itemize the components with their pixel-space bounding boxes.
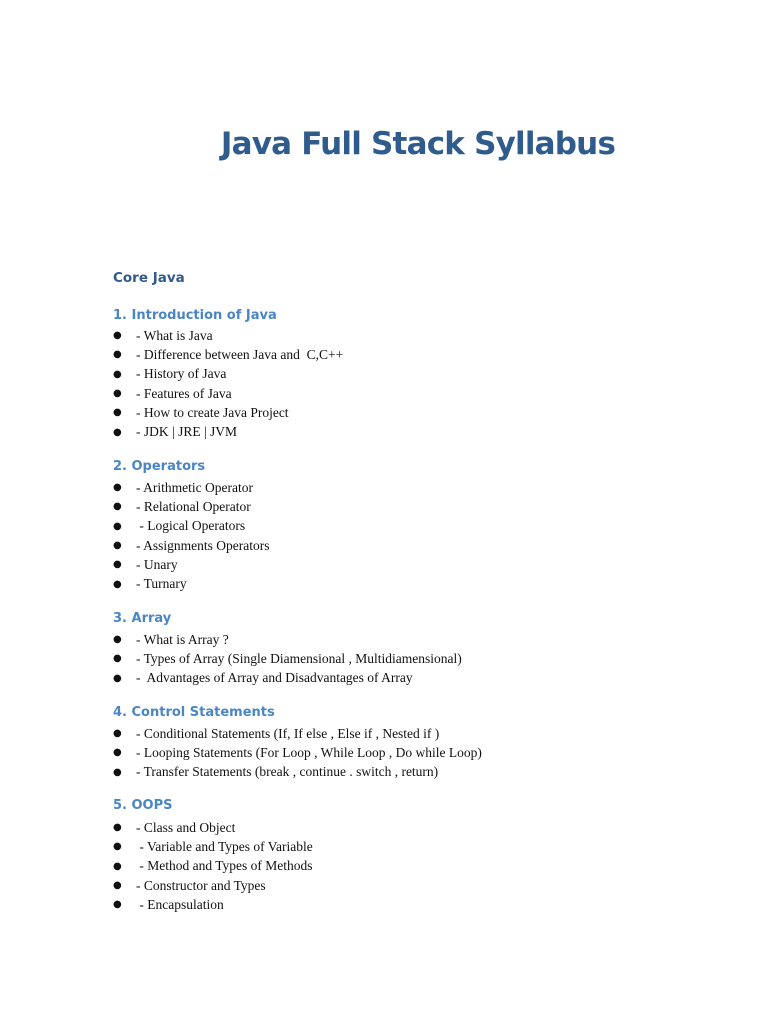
list-item	[113, 345, 343, 364]
bullet-icon: ●	[113, 860, 122, 872]
bullet-icon: ●	[113, 578, 122, 590]
bullet-icon: ●	[113, 728, 122, 740]
list-item	[113, 574, 269, 593]
list-item-text: - Conditional Statements (If, If else , Else if , Nested if )	[136, 725, 440, 741]
list-item-text: - How to create Java Project	[136, 404, 289, 420]
list-item	[113, 743, 482, 762]
list-item-text: - Difference between Java and C,C++	[136, 346, 344, 362]
list-item-text: - What is Java	[136, 327, 213, 343]
bullet-icon: ●	[113, 653, 122, 665]
list-item	[113, 876, 313, 895]
bullet-icon: ●	[113, 330, 122, 342]
list-item-text: - Arithmetic Operator	[136, 479, 253, 495]
section-heading-core-java: Core Java	[113, 270, 185, 286]
bullet-icon: ●	[113, 841, 122, 853]
list-item	[113, 326, 343, 345]
list-item	[113, 630, 462, 649]
bullet-icon: ●	[113, 747, 122, 759]
bullet-icon: ●	[113, 766, 122, 778]
list-item	[113, 384, 343, 403]
topic-list-array	[113, 630, 462, 688]
list-item-text: - Logical Operators	[136, 518, 246, 534]
list-item-text: - What is Array ?	[136, 631, 229, 647]
topic-heading-introduction: 1. Introduction of Java	[113, 308, 277, 323]
list-item-text: - Unary	[136, 556, 178, 572]
list-item-text: - Encapsulation	[136, 896, 224, 912]
list-item-text: - Transfer Statements (break , continue . switch , return)	[136, 764, 439, 780]
bullet-icon: ●	[113, 501, 122, 513]
list-item	[113, 422, 343, 441]
list-item	[113, 895, 313, 914]
list-item	[113, 649, 462, 668]
list-item-text: - Assignments Operators	[136, 537, 270, 553]
list-item-text: - Advantages of Array and Disadvantages of Array	[136, 670, 413, 686]
bullet-icon: ●	[113, 349, 122, 361]
bullet-icon: ●	[113, 672, 122, 684]
topic-heading-array: 3. Array	[113, 611, 172, 626]
bullet-icon: ●	[113, 520, 122, 532]
list-item-text: - Relational Operator	[136, 498, 251, 514]
list-item-text: - Method and Types of Methods	[136, 858, 313, 874]
list-item	[113, 517, 269, 536]
list-item-text: - Features of Java	[136, 385, 232, 401]
bullet-icon: ●	[113, 426, 122, 438]
list-item-text: - Looping Statements (For Loop , While Loop , Do while Loop)	[136, 744, 482, 760]
topic-list-control-statements	[113, 724, 482, 782]
list-item	[113, 478, 269, 497]
document-title: Java Full Stack Syllabus	[220, 126, 616, 162]
list-item	[113, 497, 269, 516]
topic-heading-operators: 2. Operators	[113, 459, 206, 474]
list-item	[113, 536, 269, 555]
list-item	[113, 818, 313, 837]
list-item	[113, 555, 269, 574]
bullet-icon: ●	[113, 540, 122, 552]
bullet-icon: ●	[113, 368, 122, 380]
bullet-icon: ●	[113, 880, 122, 892]
topic-list-introduction	[113, 326, 343, 442]
list-item-text: - Constructor and Types	[136, 877, 266, 893]
topic-list-operators	[113, 478, 269, 594]
list-item	[113, 857, 313, 876]
list-item-text: - Types of Array (Single Diamensional , Multidiamensional)	[136, 650, 462, 666]
bullet-icon: ●	[113, 559, 122, 571]
bullet-icon: ●	[113, 482, 122, 494]
bullet-icon: ●	[113, 634, 122, 646]
list-item	[113, 365, 343, 384]
list-item-text: - Variable and Types of Variable	[136, 838, 313, 854]
bullet-icon: ●	[113, 388, 122, 400]
list-item-text: - JDK | JRE | JVM	[136, 424, 238, 440]
list-item	[113, 724, 482, 743]
bullet-icon: ●	[113, 407, 122, 419]
list-item-text: - Turnary	[136, 576, 187, 592]
topic-list-oops	[113, 818, 313, 914]
topic-heading-oops: 5. OOPS	[113, 798, 173, 813]
list-item	[113, 763, 482, 782]
bullet-icon: ●	[113, 822, 122, 834]
list-item	[113, 837, 313, 856]
list-item	[113, 403, 343, 422]
topic-heading-control-statements: 4. Control Statements	[113, 705, 275, 720]
list-item-text: - Class and Object	[136, 819, 236, 835]
list-item	[113, 669, 462, 688]
bullet-icon: ●	[113, 899, 122, 911]
list-item-text: - History of Java	[136, 366, 227, 382]
